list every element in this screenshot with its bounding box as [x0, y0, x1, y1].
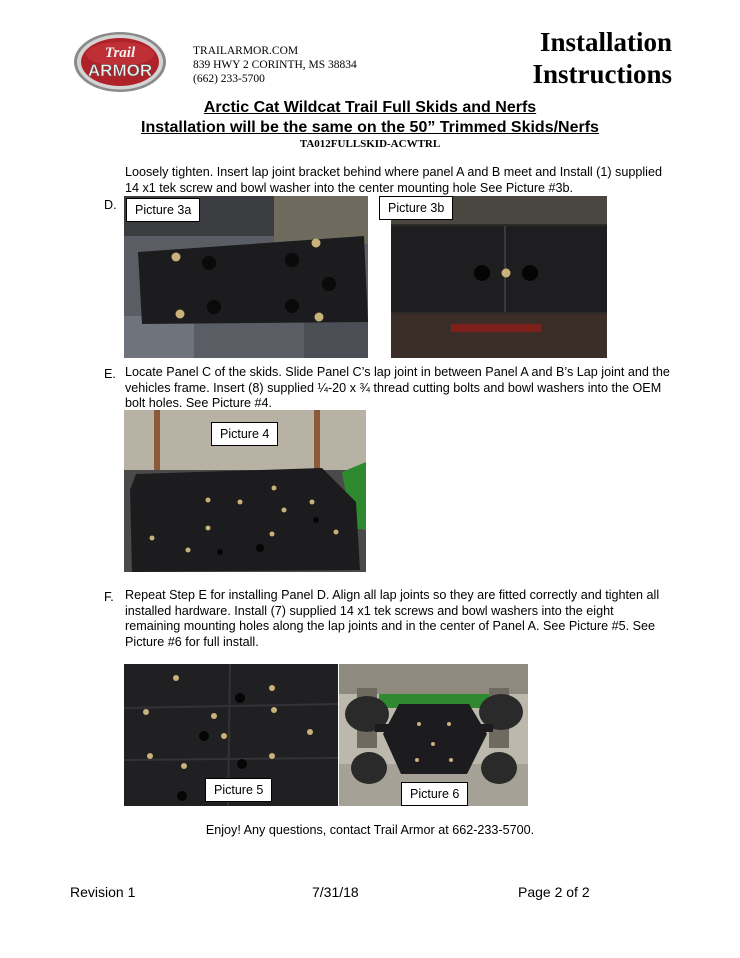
step-f-text: Repeat Step E for installing Panel D. Align all lap joints so they are fitted correctly and tighten all installed hardware. Install (7) supplied 14 x1 tek screws and bowl washers into the eight remaining mounting holes along the lap joints and in the center of Panel A. See Picture #5. See Picture #6 for full install.	[125, 588, 660, 649]
picture-3b-caption: Picture 3b	[379, 196, 453, 220]
picture-6-caption: Picture 6	[401, 782, 468, 806]
footer-date: 7/31/18	[312, 884, 359, 900]
step-e-letter: E.	[104, 367, 116, 381]
company-phone: (662) 233-5700	[193, 73, 265, 85]
picture-3b-photo	[391, 196, 607, 358]
svg-text:Trail: Trail	[104, 45, 136, 61]
product-note: Installation will be the same on the 50” Trimmed Skids/Nerfs	[141, 119, 599, 136]
step-d-letter: D.	[104, 198, 117, 212]
svg-text:ARMOR: ARMOR	[87, 61, 153, 80]
picture-5-caption: Picture 5	[205, 778, 272, 802]
picture-3a-caption: Picture 3a	[126, 198, 200, 222]
company-address: 839 HWY 2 CORINTH, MS 38834	[193, 59, 357, 71]
document-title-line-1: Installation	[539, 27, 672, 57]
footer-page-number: Page 2 of 2	[518, 884, 590, 900]
document-title-line-2: Instructions	[532, 59, 672, 89]
trail-armor-logo	[72, 30, 168, 94]
closing-note: Enjoy! Any questions, contact Trail Armor at 662-233-5700.	[205, 823, 535, 837]
step-f-letter: F.	[104, 590, 114, 604]
company-info	[193, 44, 357, 86]
step-e-text: Locate Panel C of the skids. Slide Panel C’s lap joint in between Panel A and B’s Lap joint and the vehicles frame. Insert (8) supplied ¼-20 x ¾ thread cutting bolts and bowl washers into the OEM bolt holes. See Picture #4.	[125, 365, 670, 411]
footer-revision: Revision 1	[70, 884, 136, 900]
part-number: TA012FULLSKID-ACWTRL	[299, 138, 441, 150]
product-title: Arctic Cat Wildcat Trail Full Skids and Nerfs	[203, 99, 537, 116]
step-d-text: Loosely tighten. Insert lap joint bracket behind where panel A and B meet and Install (1) supplied 14 x1 tek screw and bowl washer into the center mounting hole See Picture #3b.	[125, 165, 662, 195]
document-title	[532, 26, 672, 90]
company-website: TRAILARMOR.COM	[193, 45, 299, 57]
picture-4-caption: Picture 4	[211, 422, 278, 446]
